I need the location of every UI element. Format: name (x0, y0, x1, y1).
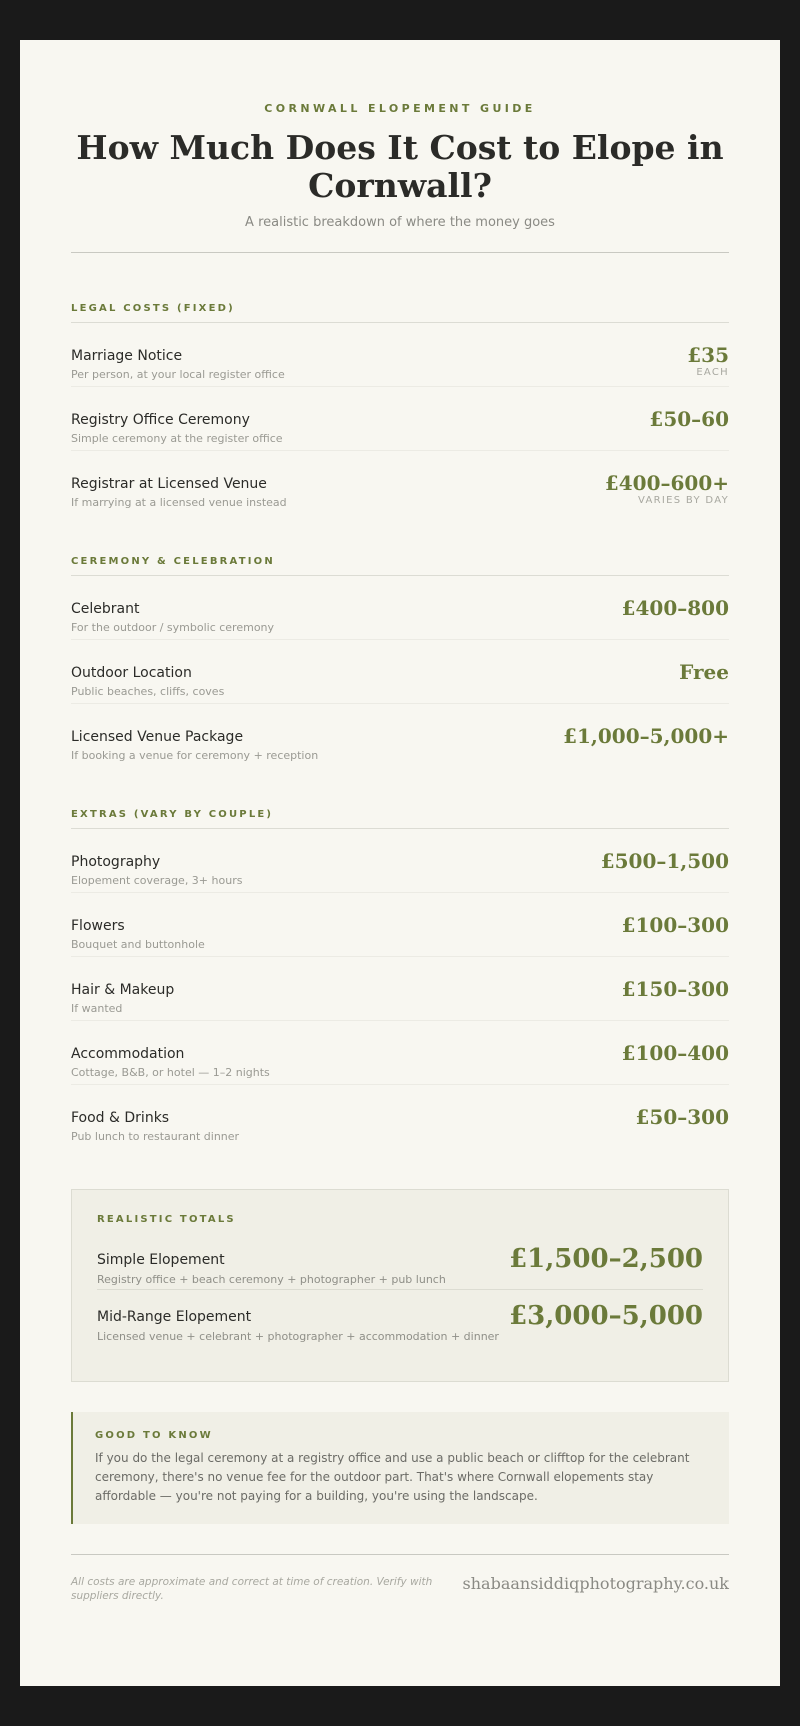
item-price: £400–600+ (604, 471, 729, 495)
total-row (97, 1289, 703, 1353)
total-desc: Licensed venue + celebrant + photographer + accommodation + dinner (97, 1330, 499, 1343)
cost-row (71, 1021, 729, 1085)
item-desc: Public beaches, cliffs, coves (71, 685, 225, 698)
callout-title: GOOD TO KNOW (95, 1430, 213, 1441)
cost-row (71, 451, 729, 515)
footer (71, 1554, 729, 1603)
totals-title: REALISTIC TOTALS (97, 1214, 236, 1225)
item-name: Marriage Notice (71, 348, 183, 364)
item-desc: If marrying at a licensed venue instead (71, 496, 287, 509)
cost-row (71, 387, 729, 451)
item-name: Outdoor Location (71, 665, 192, 681)
total-name: Simple Elopement (97, 1252, 225, 1268)
item-price: £35 (687, 343, 729, 367)
section-title: CEREMONY & CELEBRATION (71, 556, 729, 576)
item-name: Photography (71, 854, 161, 870)
item-price: £100–300 (621, 913, 729, 937)
item-name: Food & Drinks (71, 1110, 170, 1126)
item-price: £500–1,500 (600, 849, 729, 873)
total-desc: Registry office + beach ceremony + photographer + pub lunch (97, 1273, 446, 1286)
item-price: £1,000–5,000+ (563, 724, 729, 748)
cost-row (71, 957, 729, 1021)
item-price: £50–60 (649, 407, 729, 431)
cost-row (71, 640, 729, 704)
item-name: Licensed Venue Package (71, 729, 244, 745)
item-price: Free (679, 660, 729, 684)
item-desc: Cottage, B&B, or hotel — 1–2 nights (71, 1066, 270, 1079)
cost-row (71, 576, 729, 640)
item-name: Celebrant (71, 601, 140, 617)
section-extras (71, 809, 729, 1149)
disclaimer: All costs are approximate and correct at time of creation. Verify with suppliers directly. (71, 1576, 433, 1602)
total-name: Mid-Range Elopement (97, 1309, 252, 1325)
price-note: VARIES BY DAY (638, 495, 729, 506)
item-desc: For the outdoor / symbolic ceremony (71, 621, 275, 634)
total-price: £3,000–5,000 (509, 1301, 703, 1331)
section-title: LEGAL COSTS (FIXED) (71, 303, 729, 323)
item-desc: Pub lunch to restaurant dinner (71, 1130, 240, 1143)
website-link[interactable]: shabaansiddiqphotography.co.uk (462, 1574, 729, 1593)
item-name: Registrar at Licensed Venue (71, 476, 267, 492)
item-desc: If wanted (71, 1002, 123, 1015)
section-ceremony (71, 556, 729, 768)
item-desc: Elopement coverage, 3+ hours (71, 874, 243, 887)
item-desc: If booking a venue for ceremony + reception (71, 749, 319, 762)
item-name: Hair & Makeup (71, 982, 175, 998)
item-name: Registry Office Ceremony (71, 412, 250, 428)
total-row (97, 1225, 703, 1289)
totals-box (71, 1189, 729, 1382)
item-desc: Bouquet and buttonhole (71, 938, 205, 951)
item-price: £150–300 (621, 977, 729, 1001)
header-divider (71, 252, 729, 253)
cost-row (71, 1085, 729, 1149)
item-desc: Per person, at your local register office (71, 368, 285, 381)
section-title: EXTRAS (VARY BY COUPLE) (71, 809, 729, 829)
item-name: Accommodation (71, 1046, 185, 1062)
cost-row (71, 704, 729, 768)
callout-text: If you do the legal ceremony at a registry office and use a public beach or clifftop for the celebrant ceremony, there's no venue fee for the outdoor part. That's where Cornwall elopements stay affordable — you're not paying for a building, you're using the landscape. (95, 1451, 690, 1503)
cost-row (71, 829, 729, 893)
item-price: £100–400 (621, 1041, 729, 1065)
price-note: EACH (696, 367, 729, 378)
cost-row (71, 893, 729, 957)
header (71, 40, 729, 230)
total-price: £1,500–2,500 (509, 1244, 703, 1274)
good-to-know-callout (71, 1412, 729, 1524)
page-title: How Much Does It Cost to Elope in Cornwall? (76, 128, 724, 205)
section-legal-costs (71, 303, 729, 515)
item-name: Flowers (71, 918, 125, 934)
item-desc: Simple ceremony at the register office (71, 432, 283, 445)
guide-kicker: CORNWALL ELOPEMENT GUIDE (264, 102, 536, 115)
cost-row (71, 323, 729, 387)
item-price: £400–800 (621, 596, 729, 620)
guide-card (20, 40, 780, 1686)
item-price: £50–300 (635, 1105, 729, 1129)
page-subtitle: A realistic breakdown of where the money goes (245, 215, 555, 230)
